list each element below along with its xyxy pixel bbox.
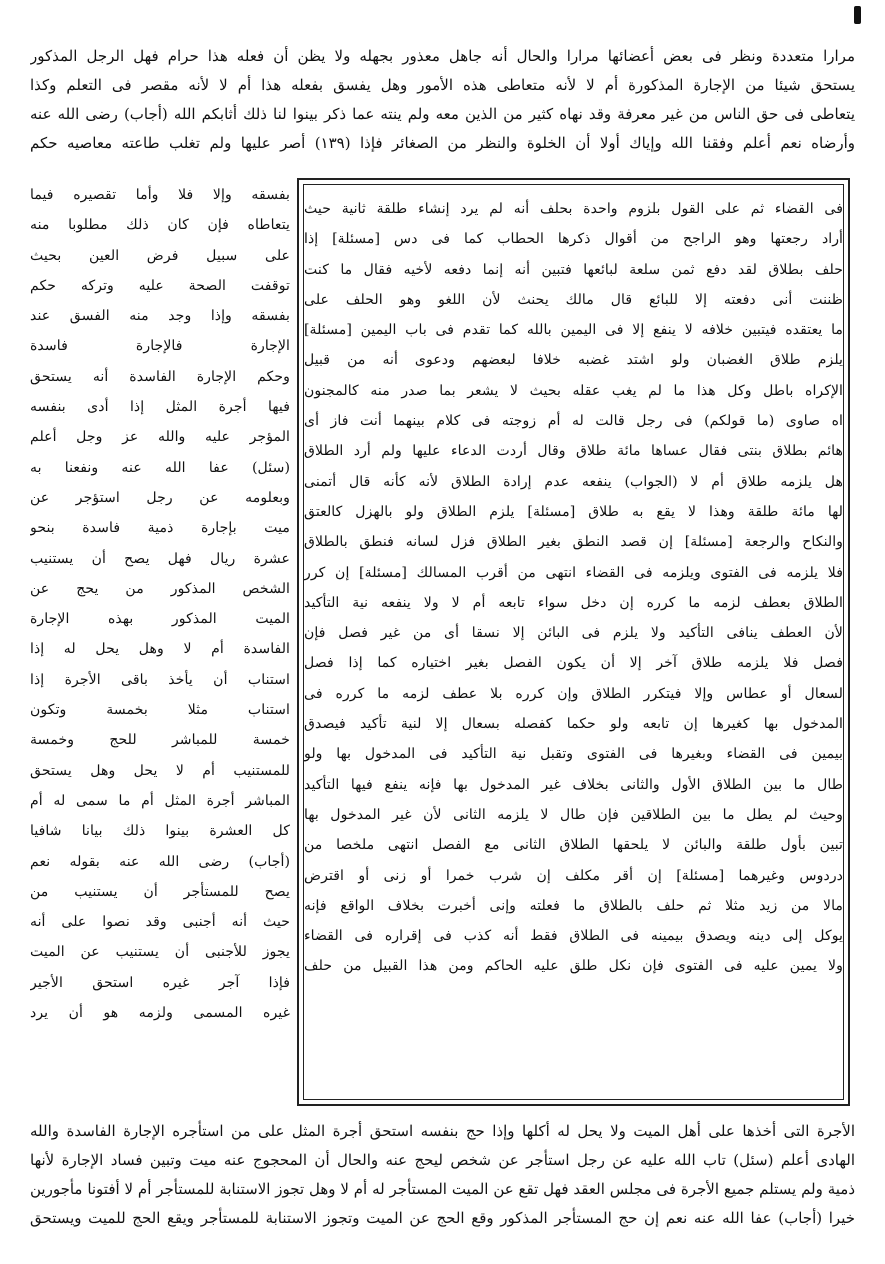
text-line: المدخول بها كغيرها إن تابعه ولو حكما كفصله بسعال إلا لنية تأكيد فيصدق xyxy=(304,716,843,733)
text-line: والنكاح والرجعة [مسئلة] إن قصد النطق بغير الطلاق فزل لسانه فنطق بالطلاق xyxy=(304,534,843,551)
bottom-paragraph xyxy=(30,1117,855,1233)
text-line: فصل فلا يلزمه طلاق آخر إلا أن يكون الفصل بغير اختياره كما إذا فصل xyxy=(304,655,843,672)
text-line: ذمية ولم يستلم جميع الأجرة فى مجلس العقد فهل تقع عن الميت المستأجر له أم لا وهل تجوز الاستنابة للمستأجر أم لا أفتونا مأجورين xyxy=(30,1180,855,1198)
text-line: بفسقه وإذا وجد منه الفسق عند xyxy=(30,308,290,325)
text-line: ما يعتقده فيتبين خلافه لا ينفع إلا فى اليمين بالله كما تقدم فى باب اليمين [مسئلة] xyxy=(304,322,843,339)
text-line: غيره المسمى ولزمه هو أن يرد xyxy=(30,1005,290,1022)
text-line: يوكل إلى دينه ويصدق بيمينه فى الطلاق فقط أنه كذب فى إقراره فى القضاء xyxy=(304,928,843,945)
text-line: وحيث لم يطل ما بين الطلاقين فإن طال لا يلزمه الثانى لأن غير المدخول بها xyxy=(304,806,843,823)
text-line: خيرا (أجاب) عفا الله عنه نعم إن حج المستأجر المذكور وقع الحج عن الميت وتجوز الاستنابة للمستأجر ويقع الحج للميت ويستحق xyxy=(30,1209,855,1227)
text-line: وأرضاه نعم أعلم وفقنا الله وإياك أولا أن الخلوة والنظر من الصغائر فإذا (١٣٩) أصر عليها ولم تغلب طاعته معاصيه حكم xyxy=(30,134,855,152)
text-line: بيمين فى القضاء وبغيرها فى الفتوى وتقبل نية التأكيد فى المدخول بها ولو xyxy=(304,746,843,763)
text-line: فلا يلزمه فى الفتوى ويلزمه فى القضاء انتهى من أقرب المسالك [مسئلة] إن كرر xyxy=(304,564,843,581)
text-line: حلف بطلاق لقد دفع ثمن سلعة لبائعها فتبين أنه إنما دفعه لأخيه فقال ما كنت xyxy=(304,261,843,278)
text-line: الإجارة فالإجارة فاسدة xyxy=(30,338,290,355)
text-line: (سئل) عفا الله عنه ونفعنا به xyxy=(30,459,290,476)
text-line: استناب أن يأخذ باقى الأجرة إذا xyxy=(30,671,290,688)
text-line: اه صاوى (ما قولكم) فى رجل قالت له أم زوجته فى كلام بينهما أنت فاز أى xyxy=(304,413,843,430)
text-line: خمسة للمباشر للحج وخمسة xyxy=(30,732,290,749)
text-line: لها مائة طلقة وهذا لا يقع به طلاق [مسئلة] يلزم الطلاق ولو بالهزل كالعتق xyxy=(304,503,843,520)
text-line: مرارا متعددة ونظر فى بعض أعضائها مرارا والحال أنه جاهل معذور بجهله ولا يظن أن فعله هذا حرام فهل الرجل المذكور xyxy=(30,47,855,65)
text-line: عشرة ريال فهل يصح أن يستنيب xyxy=(30,550,290,567)
text-line: يجوز للأجنبى أن يستنيب عن الميت xyxy=(30,944,290,961)
text-line: الإكراه باطل وكل هذا ما لم يغب عقله بحيث لا يشعر بما صدر منه كالمجنون xyxy=(304,382,843,399)
text-line: دردوس وغيرهما [مسئلة] إن أقر مكلف إن شرب خمرا أو زنى أو اقترض xyxy=(304,867,843,884)
text-line: يتعاطاه فإن كان ذلك مطلوبا منه xyxy=(30,217,290,234)
text-line: للمستنيب أم لا يحل وهل يستحق xyxy=(30,762,290,779)
text-line: ميت بإجارة ذمية فاسدة بنحو xyxy=(30,520,290,537)
text-line: الميت المذكور بهذه الإجارة xyxy=(30,611,290,628)
text-line: كل العشرة بينوا ذلك بيانا شافيا xyxy=(30,823,290,840)
text-line: فإذا آجر غيره استحق الأجير xyxy=(30,974,290,991)
text-line: أراد رجعتها وهو الراجح من أقوال ذكرها الحطاب كما فى دس [مسئلة] إذا xyxy=(304,231,843,248)
text-line: الشخص المذكور من يحج عن xyxy=(30,580,290,597)
text-line: طال ما بين الطلاق الأول والثانى بخلاف غير المدخول بها فإنه ينفع فيها التأكيد xyxy=(304,776,843,793)
text-line: يصح للمستأجر أن يستنيب من xyxy=(30,883,290,900)
text-line: (أجاب) رضى الله عنه بقوله نعم xyxy=(30,853,290,870)
text-line: على سبيل فرض العين بحيث xyxy=(30,247,290,264)
page-corner-mark xyxy=(854,6,861,24)
text-line: يلزم طلاق الغضبان ولو اشتد غضبه خلافا لبعضهم ودعوى أنه من قبيل xyxy=(304,352,843,369)
text-line: الهادى أعلم (سئل) تاب الله عليه عن رجل استأجر عن شخص ليحج عنه والحال أن المحجوج عنه ميت وتبين فساد الإجارة لأنها xyxy=(30,1151,855,1169)
text-line: الفاسدة أم لا وهل يحل له إذا xyxy=(30,641,290,658)
boxed-commentary xyxy=(304,194,843,982)
text-line: المؤجر عليه والله عز وجل أعلم xyxy=(30,429,290,446)
text-line: ولا يمين عليه فى الفتوى فإن نكل طلق عليه الحاكم ومن هذا القبيل من حلف xyxy=(304,958,843,975)
text-line: مالا من زيد مثلا ثم حلف بالطلاق ما فعلته وإنى أخبرت بخلاف الواقع فإنه xyxy=(304,897,843,914)
text-line: استناب مثلا بخمسة وتكون xyxy=(30,702,290,719)
text-line: لسعال أو عطاس وإلا فيتكرر الطلاق وإن كرره بلا عطف لزمه ما كرره فى xyxy=(304,685,843,702)
text-line: ظننت أنى دفعته إلا للبائع قال مالك يحنث لأن اللغو وهو الحلف على xyxy=(304,291,843,308)
text-line: وبعلومه عن رجل استؤجر عن xyxy=(30,489,290,506)
text-line: توقفت الصحة عليه وتركه حكم xyxy=(30,277,290,294)
text-line: وحكم الإجارة الفاسدة أنه يستحق xyxy=(30,368,290,385)
text-line: فى القضاء ثم على القول بلزوم واحدة بحلف أنه لم يرد إنشاء طلقة ثانية حيث xyxy=(304,201,843,217)
text-line: الأجرة التى أخذها على أهل الميت ولا يحل له أكلها وإذا حج بنفسه استحق أجرة المثل على من استأجره الإجارة الفاسدة والله xyxy=(30,1122,855,1140)
text-line: المباشر أجرة المثل أم ما سمى له أم xyxy=(30,792,290,809)
text-line: فيها أجرة المثل إذا أدى بنفسه xyxy=(30,399,290,416)
text-line: هل يلزمه طلاق أم لا (الجواب) ينفعه عدم إرادة الطلاق لأنه كأنه قال أتمنى xyxy=(304,473,843,490)
side-column xyxy=(30,180,290,1028)
text-line: يتعاطى فى حق الناس من غير معرفة وقد نهاه كثير من الذين معه ولم ينته عما ذكر بينوا لنا ذلك أثابكم الله (أجاب) رضى الله عنه xyxy=(30,105,855,123)
text-line: الطلاق بعطف لزمه ما كرره إن دخل سواء تابعه أم لا ولا ينفعه نية التأكيد xyxy=(304,594,843,611)
text-line: حيث أنه أجنبى وقد نصوا على أنه xyxy=(30,914,290,931)
text-line: هائم بطلاق بنتى فقال عساها مائة طلاق وقال أردت الدعاء عليها ولم أرد الطلاق xyxy=(304,443,843,460)
text-line: لأن العطف ينافى التأكيد ولا يلزم فى البائن إلا نسقا أى من غير فصل فإن xyxy=(304,625,843,642)
text-line: تبين بأول طلقة والبائن لا يلحقها الطلاق الثانى مع الفصل انتهى ملخصا من xyxy=(304,837,843,854)
text-line: يستحق شيئا من الإجارة المذكورة أم لا لأنه متعاطى هذه الأمور وهل يفسق بفعله هذا أم لا لأنه مقصر فى التعلم وكذا xyxy=(30,76,855,94)
top-paragraph xyxy=(30,42,855,158)
text-line: بفسقه وإلا فلا وأما تقصيره فيما xyxy=(30,187,290,203)
